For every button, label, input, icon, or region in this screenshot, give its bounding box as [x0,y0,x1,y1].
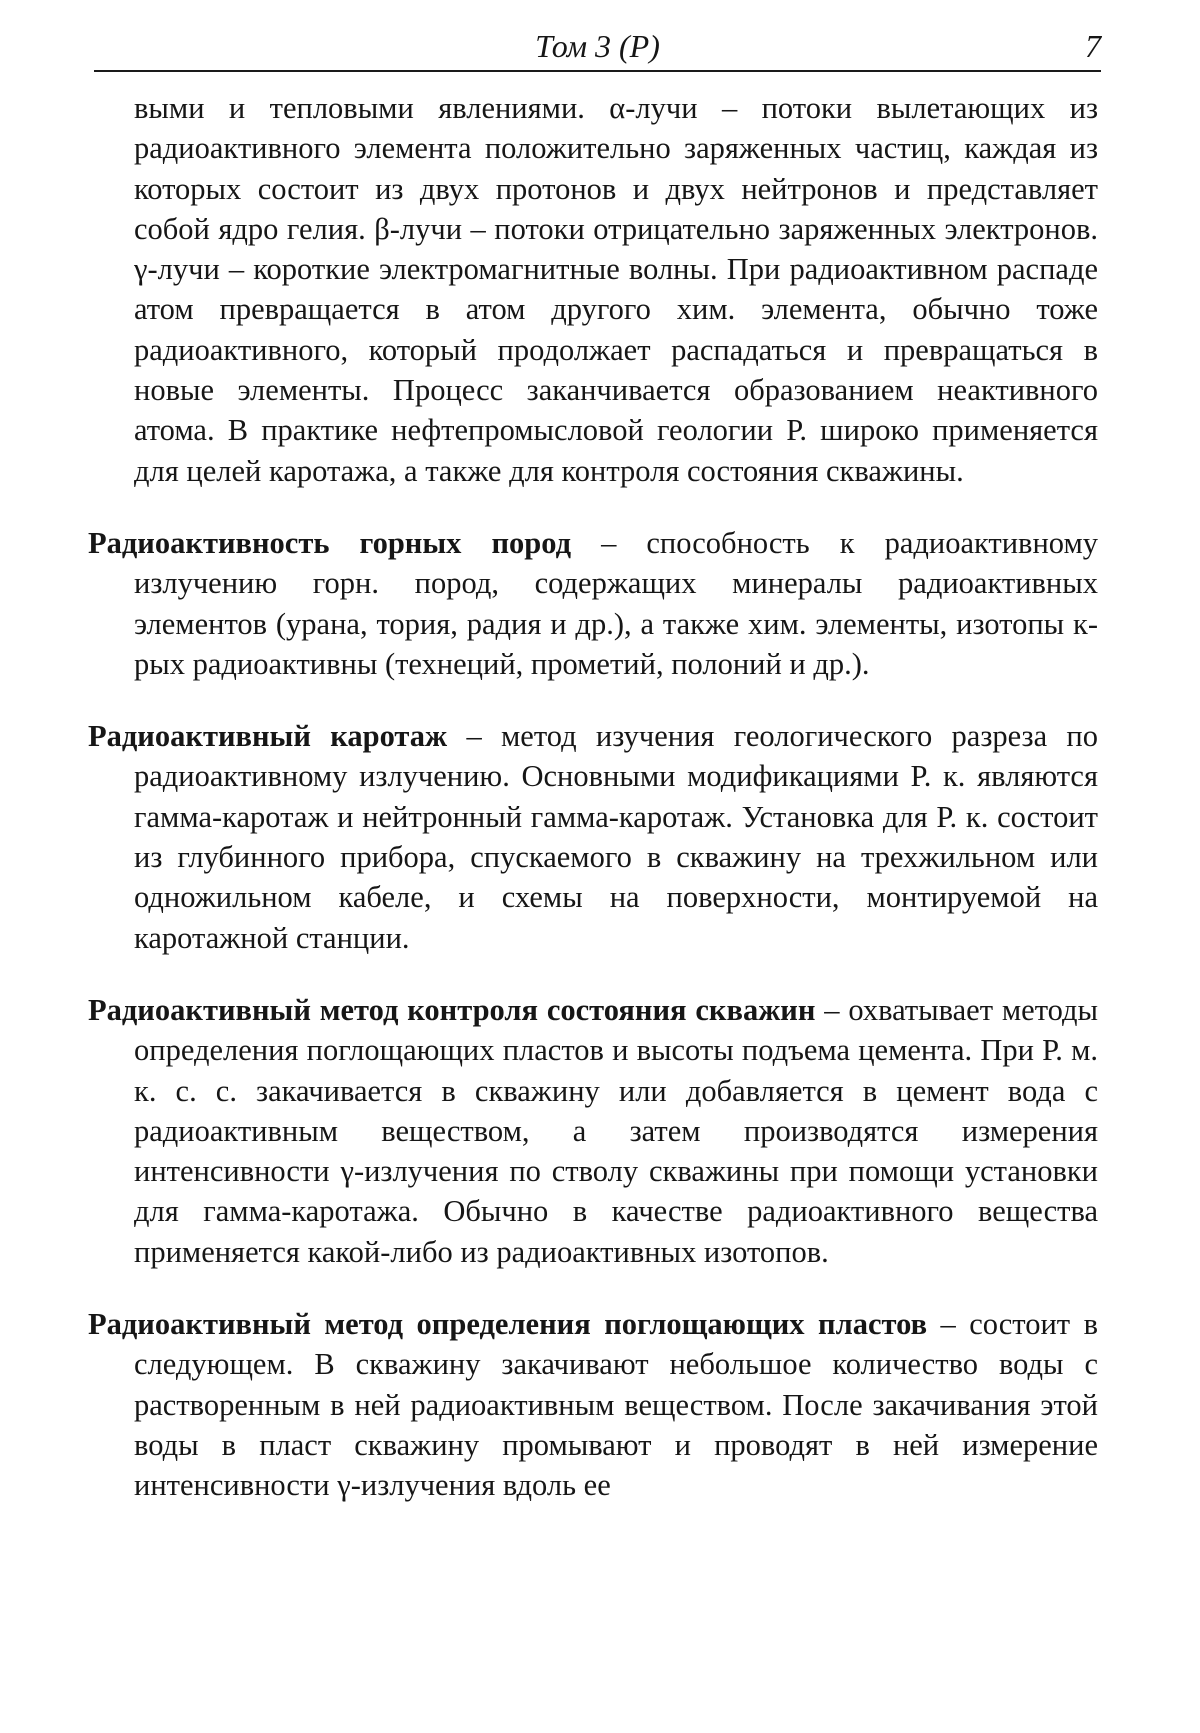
running-header [94,22,1101,72]
book-page [0,0,1200,1733]
dictionary-entry [88,1304,1098,1505]
page-number: 7 [1085,28,1101,65]
dictionary-entry [88,716,1098,958]
page-body [88,88,1098,1506]
entry-term: Радиоактивность горных пород [88,526,571,560]
dictionary-entry [88,990,1098,1272]
entry-definition: – охватывает методы определения поглощающих пластов и высоты подъема цемента. При Р. м. к. с. с. закачивается в скважину или добавляется в цемент вода с радиоактивным веществом, а затем производятся измерения интенсивности γ-излучения по стволу скважины при помощи установки для гамма-каротажа. Обычно в качестве радиоактивного вещества применяется какой-либо из радиоактивных изотопов. [134,993,1098,1269]
entry-definition: – метод изучения геологического разреза по радиоактивному излучению. Основными модификациями Р. к. являются гамма-каротаж и нейтронный гамма-каротаж. Установка для Р. к. состоит из глубинного прибора, спускаемого в скважину на трехжильном или одножильном кабеле, и схемы на поверхности, монтируемой на каротажной станции. [134,719,1098,954]
entry-term: Радиоактивный метод определения поглощающих пластов [88,1307,927,1341]
dictionary-entry [88,523,1098,684]
volume-title: Том 3 (Р) [94,28,1101,65]
entry-definition: – способность к радиоактивному излучению горн. пород, содержащих минералы радиоактивных элементов (урана, тория, радия и др.), а также хим. элементы, изотопы к-рых радиоактивны (технеций, прометий, полоний и др.). [134,526,1098,681]
entry-term: Радиоактивный каротаж [88,719,447,753]
entry-term: Радиоактивный метод контроля состояния скважин [88,993,815,1027]
continued-paragraph: выми и тепловыми явлениями. α-лучи – потоки вылетающих из радиоактивного элемента положительно заряженных частиц, каждая из которых состоит из двух протонов и двух нейтронов и представляет собой ядро гелия. β-лучи – потоки отрицательно заряженных электронов. γ-лучи – короткие электромагнитные волны. При радиоактивном распаде атом превращается в атом другого хим. элемента, обычно тоже радиоактивного, который продолжает распадаться и превращаться в новые элементы. Процесс заканчивается образованием неактивного атома. В практике нефтепромысловой геологии Р. широко применяется для целей каротажа, а также для контроля состояния скважины. [134,88,1098,491]
entry-definition: – состоит в следующем. В скважину закачивают небольшое количество воды с растворенным в ней радиоактивным веществом. После закачивания этой воды в пласт скважину промывают и проводят в ней измерение интенсивности γ-излучения вдоль ее [134,1307,1098,1502]
